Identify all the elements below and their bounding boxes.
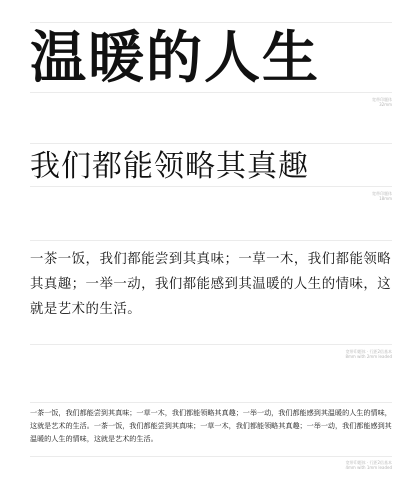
divider [30,456,392,457]
specimen-caption [372,191,392,201]
divider [30,143,392,144]
divider [30,344,392,345]
caption-line: 32mm [379,102,392,107]
caption-line: 宽带印题体 · 行距2倍基本 [345,460,392,465]
specimen-paragraph-medium: 一茶一饭，我们都能尝到其真味；一草一木，我们都能领略其真趣；一举一动，我们都能感到其温暖的人生的情味，这就是艺术的生活。 [30,252,392,317]
divider [30,92,392,93]
caption-line: 4mm with 1mm leaded [345,465,392,470]
specimen-caption [372,97,392,107]
specimen-paragraph-small: 一茶一饭，我们都能尝到其真味；一草一木，我们都能领略其真趣；一举一动，我们都能感到其温暖的人生的情味，这就是艺术的生活。一茶一饭，我们都能尝到其真味；一草一木，我们都能领略其真趣；一举一动，我们都能感到其温暖的人生的情味，这就是艺术的生活。 [30,408,392,443]
caption-line: 18mm [379,196,392,201]
specimen-caption [345,349,392,359]
divider [30,22,392,23]
specimen-caption [345,460,392,470]
caption-line: 宽带印题体 [372,191,392,196]
specimen-title-large: 温暖的人生 [30,26,320,91]
caption-line: 宽带印题体 · 行距2倍基本 [345,349,392,354]
caption-line: 8mm with 2mm leaded [345,354,392,359]
divider [30,402,392,403]
specimen-subtitle: 我们都能领略其真趣 [30,149,309,184]
divider [30,186,392,187]
caption-line: 宽带印题体 [372,97,392,102]
divider [30,240,392,241]
